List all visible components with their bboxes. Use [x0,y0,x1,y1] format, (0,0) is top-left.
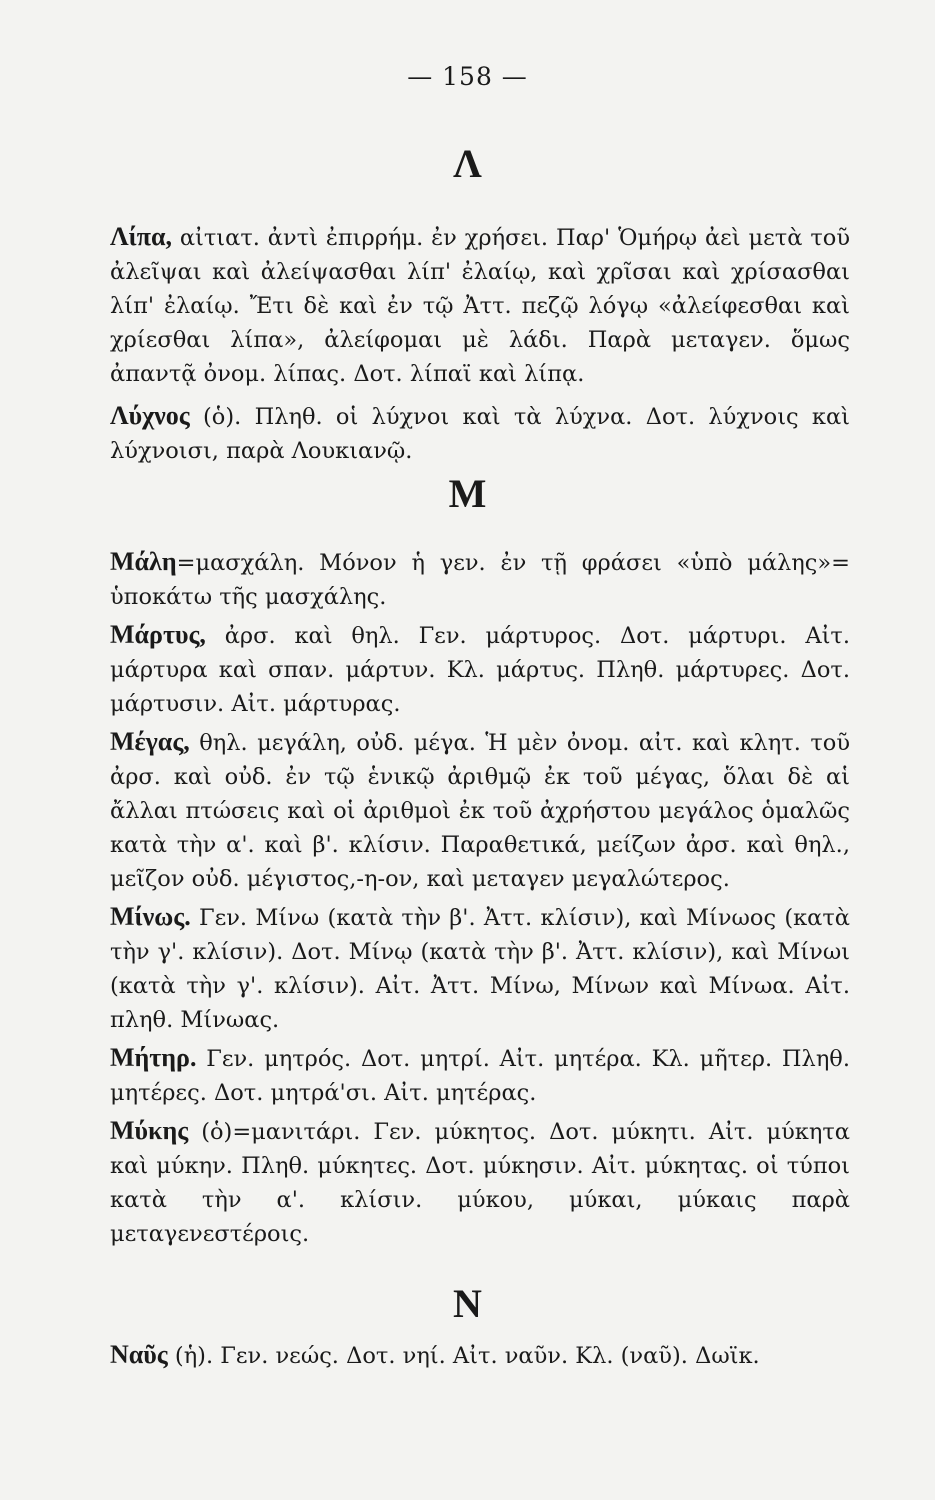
section-letter-lambda: Λ [453,141,482,186]
section-lambda-entries [110,220,850,468]
section-nu-entries [110,1338,850,1373]
entry-lipa [110,220,850,391]
entry-headword: Μίνως. [110,902,191,931]
entry-headword: Μύκης [110,1116,189,1145]
section-letter-nu: Ν [453,1281,482,1326]
entry-text: αἰτιατ. ἀντὶ ἐπιρρήμ. ἐν χρήσει. Παρ' Ὁμήρῳ ἀεὶ μετὰ τοῦ ἀλεῖψαι καὶ ἀλείψασθαι λίπ' ἐλαίῳ, καὶ χρῖσαι καὶ χρίσασθαι λίπ' ἐλαίῳ. Ἔτι δὲ καὶ ἐν τῷ Ἀττ. πεζῷ λόγῳ «ἀλείφεσθαι καὶ χρίεσθαι λίπα», ἀλείφομαι μὲ λάδι. Παρὰ μεταγεν. ὅμως ἀπαντᾷ ὀνομ. λίπας. Δοτ. λίπαϊ καὶ λίπᾳ. [110,225,850,387]
page-number: — 158 — [407,62,528,91]
entry-headword: Λίπα, [110,222,172,251]
entry-male [110,545,850,614]
entry-meter [110,1041,850,1110]
section-letter-mu: Μ [448,471,487,516]
entry-text: (ὁ). Πληθ. οἱ λύχνοι καὶ τὰ λύχνα. Δοτ. λύχνοις καὶ λύχνοισι, παρὰ Λουκιανῷ. [110,404,850,464]
entry-headword: Μάλη [110,547,177,576]
entry-minos [110,900,850,1037]
entry-headword: Μέγας, [110,727,190,756]
entry-text: =μασχάλη. Μόνον ἡ γεν. ἐν τῇ φράσει «ὑπὸ μάλης»= ὑποκάτω τῆς μασχάλης. [110,550,850,610]
entry-headword: Λύχνος [110,401,190,430]
entry-text: (ὁ)=μανιτάρι. Γεν. μύκητος. Δοτ. μύκητι. Αἰτ. μύκητα καὶ μύκην. Πληθ. μύκητες. Δοτ. μύκησιν. Αἰτ. μύκητας. οἱ τύποι κατὰ τὴν α'. κλίσιν. μύκου, μύκαι, μύκαις παρὰ μεταγενεστέροις. [110,1119,850,1247]
entry-text: ἀρσ. καὶ θηλ. Γεν. μάρτυρος. Δοτ. μάρτυρι. Αἰτ. μάρτυρα καὶ σπαν. μάρτυν. Κλ. μάρτυς. Πληθ. μάρτυρες. Δοτ. μάρτυσιν. Αἰτ. μάρτυρας. [110,623,850,717]
entry-text: Γεν. Μίνω (κατὰ τὴν β'. Ἀττ. κλίσιν), καὶ Μίνωος (κατὰ τὴν γ'. κλίσιν). Δοτ. Μίνῳ (κατὰ τὴν β'. Ἀττ. κλίσιν), καὶ Μίνωι (κατὰ τὴν γ'. κλίσιν). Αἰτ. Ἀττ. Μίνω, Μίνων καὶ Μίνωα. Αἰτ. πληθ. Μίνωας. [110,905,850,1033]
entry-text: (ἡ). Γεν. νεώς. Δοτ. νηί. Αἰτ. ναῦν. Κλ. (ναῦ). Δωϊκ. [167,1343,760,1369]
section-mu-entries [110,545,850,1251]
entry-headword: Μάρτυς, [110,620,206,649]
entry-text: Γεν. μητρός. Δοτ. μητρί. Αἰτ. μητέρα. Κλ. μῆτερ. Πληθ. μητέρες. Δοτ. μητρά'σι. Αἰτ. μητέρας. [110,1046,850,1106]
entry-text: θηλ. μεγάλη, οὐδ. μέγα. Ἡ μὲν ὀνομ. αἰτ. καὶ κλητ. τοῦ ἀρσ. καὶ οὐδ. ἐν τῷ ἑνικῷ ἀριθμῷ ἐκ τοῦ μέγας, ὅλαι δὲ αἱ ἄλλαι πτώσεις καὶ οἱ ἀριθμοὶ ἐκ τοῦ ἀχρήστου μεγάλος ὁμαλῶς κατὰ τὴν α'. καὶ β'. κλίσιν. Παραθετικά, μείζων ἀρσ. καὶ θηλ., μεῖζον οὐδ. μέγιστος,-η-ον, καὶ μεταγεν μεγαλώτερος. [110,730,850,892]
entry-mykes [110,1114,850,1251]
entry-headword: Μήτηρ. [110,1043,197,1072]
entry-naus [110,1338,850,1373]
entry-martys [110,618,850,721]
entry-megas [110,725,850,896]
entry-lychnos [110,399,850,468]
entry-headword: Ναῦς [110,1340,168,1369]
